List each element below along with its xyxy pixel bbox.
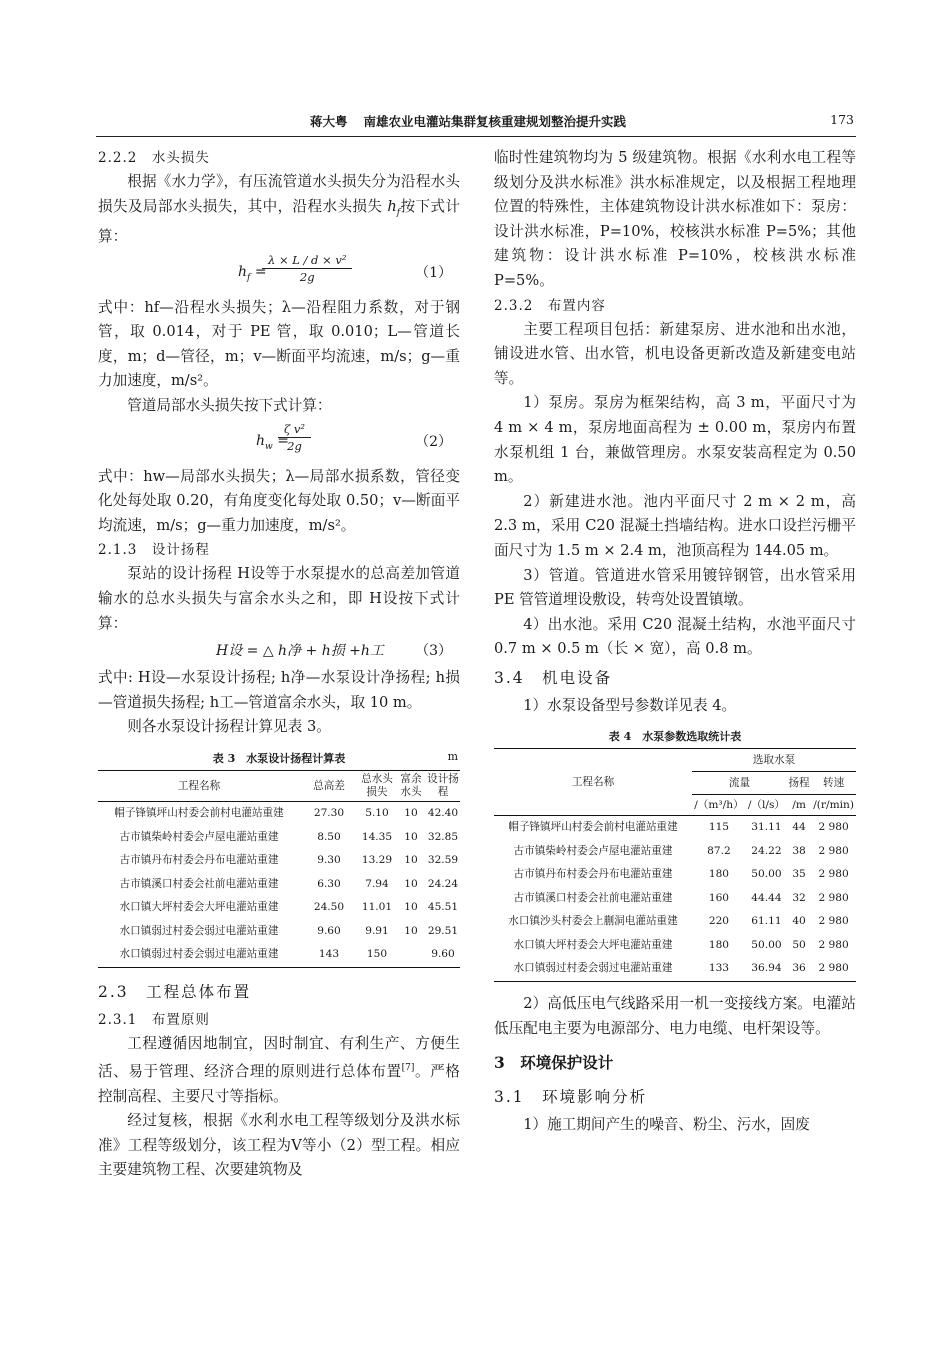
paragraph: 经过复核，根据《水利水电工程等级划分及洪水标准》工程等级划分，该工程为Ⅴ等小（2）型工程。相应主要建筑物工程、次要建筑物及 (98, 1112, 460, 1179)
header-author: 蒋大粤 (310, 114, 348, 129)
table-4-unit: /（m³/h） (692, 795, 746, 816)
section-2-2-2-heading: 2.2.2 水头损失 (98, 150, 210, 166)
table-row: 水口镇弱过村委会弱过电灌站重建 133 36.94 36 2 980 (513, 962, 849, 975)
table-row: 水口镇大坪村委会大坪电灌站重建 24.50 11.01 10 45.51 (119, 901, 459, 913)
section-3-heading: 3 环境保护设计 (494, 1053, 614, 1073)
table-4-header: 扬程 (788, 777, 810, 790)
table-row: 水口镇弱过村委会弱过电灌站重建 9.60 9.91 10 29.51 (119, 924, 459, 937)
eq2-fraction: $\frac{\text{ζ v²}}{2g}$ (278, 421, 311, 454)
paragraph: 临时性建筑物均为 5 级建筑物。根据《水利水电工程等级划分及洪水标准》洪水标准规定，以及根据工程地理位置的特殊性，主体建筑物设计洪水标准如下：泵房：设计洪水标准，P=10%，校核洪水标准 P=5%；其他建筑物：设计洪水标准 P=10%，校核洪水标准 P=5%。 (494, 149, 856, 289)
paragraph: 工程遵循因地制宜，因时制宜、有利生产、方便生活、易于管理、经济合理的原则进行总体布置[7]。严格控制高程、主要尺寸等指标。 (98, 1034, 460, 1105)
table-3 (98, 770, 460, 968)
table-3-caption: 表 3 水泵设计扬程计算表 m (212, 750, 458, 765)
section-2-3-1-heading: 2.3.1 布置原则 (98, 1011, 210, 1028)
page-number: 173 (830, 112, 854, 127)
running-header (310, 112, 642, 130)
equation-2 (98, 419, 460, 465)
paragraph: 则各水泵设计扬程计算见表 3。 (127, 718, 331, 736)
table-row: 水口镇弱过村委会弱过电灌站重建 143 150 9.60 (119, 948, 455, 960)
paragraph: 3）管道。管道进水管采用镀锌钢管，出水管采用 PE 管管道埋设敷设，转弯处设置镇墩。 (494, 566, 856, 609)
paragraph: 1）泵房。泵房为框架结构，高 3 m，平面尺寸为 4 m × 4 m，泵房地面高程为 ± 0.00 m，泵房内布置水泵机组 1 台，兼做管理房。水泵安装高程定为 0.50 m。 (494, 394, 856, 486)
eq1-fraction: $\frac{\text{λ × L / d × v²}}{2g}$ (262, 252, 352, 285)
eq3-number: （3） (415, 643, 452, 660)
equation-1 (98, 250, 460, 296)
section-3-4-heading: 3.4 机电设备 (494, 668, 613, 687)
eq2-number: （2） (415, 433, 452, 450)
paragraph: 式中：hf—沿程水头损失；λ—沿程阻力系数，对于钢管，取 0.014，对于 PE 管，取 0.010；L—管道长度，m；d—管径，m；v—断面平均流速，m/s；g—重力加速度，m/s²。 (98, 298, 460, 390)
section-2-3-heading: 2.3 工程总体布置 (98, 982, 252, 1001)
paragraph: 根据《水力学》，有压流管道水头损失分为沿程水头损失及局部水头损失，其中，沿程水头损失 $h_f$按下式计算： (98, 173, 460, 246)
table-row: 古市镇丹布村委会丹布电灌站重建 180 50.00 35 2 980 (513, 868, 849, 881)
paragraph: 管道局部水头损失按下式计算： (127, 397, 332, 415)
eq2-lhs: $h_w$ = (256, 432, 289, 452)
left-column (98, 146, 460, 1183)
table-3-header: 工程名称 (98, 771, 300, 802)
right-column (494, 146, 856, 1138)
header-title: 南雄农业电灌站集群复核重建规划整治提升实践 (363, 114, 627, 129)
paragraph: 主要工程项目包括：新建泵房、进水池和出水池，铺设进水管、出水管，机电设备更新改造及新建变电站等。 (494, 320, 856, 387)
table-row: 古市镇溪口村委会社前电灌站重建 6.30 7.94 10 24.24 (119, 877, 459, 890)
paragraph: 式中: H设—水泵设计扬程; h净—水泵设计净扬程; h损—管道损失扬程; h工—管道富余水头，取 10 m。 (98, 669, 460, 711)
table-4-unit: /m (787, 795, 811, 816)
table-3-header: 设计扬程 (426, 771, 460, 802)
eq1-lhs: $h_f$ = (238, 263, 267, 283)
table-row: 帽子锋镇坪山村委会前村电灌站重建 115 31.11 44 2 980 (508, 821, 849, 834)
table-row: 古市镇柴岭村委会卢屋电灌站重建 87.2 24.22 38 2 980 (513, 844, 849, 857)
paragraph: 1）施工期间产生的噪音、粉尘、污水，固废 (523, 1116, 810, 1134)
table-3-header: 富余水头 (396, 771, 426, 802)
table-3-header: 总水头损失 (358, 771, 396, 802)
table-row: 古市镇溪口村委会社前电灌站重建 160 44.44 32 2 980 (513, 891, 849, 904)
table-row: 古市镇柴岭村委会卢屋电灌站重建 8.50 14.35 10 32.85 (119, 830, 459, 843)
section-2-1-3-heading: 2.1.3 设计扬程 (98, 542, 210, 559)
table-4-header: 转速 (823, 777, 845, 790)
table-4 (494, 748, 856, 982)
paragraph: 4）出水池。采用 C20 混凝土结构，水池平面尺寸 0.7 m × 0.5 m（长 × 宽），高 0.8 m。 (494, 615, 856, 658)
paragraph: 2）高低压电气线路采用一机一变接线方案。电灌站低压配电主要为电源部分、电力电缆、电杆架设等。 (494, 994, 856, 1037)
table-4-header: 流量 (728, 777, 751, 790)
table-4-unit: /(r/min) (811, 795, 856, 816)
paragraph: 1）水泵设备型号参数详见表 4。 (523, 696, 737, 714)
table-4-unit: /（l/s） (746, 795, 787, 816)
table-3-unit: m (447, 750, 458, 763)
paragraph: 泵站的设计扬程 H设等于水泵提水的总高差加管道输水的总水头损失与富余水头之和，即 H设按下式计算： (98, 565, 460, 632)
eq3-expr: H设 = △ h净 + h损 +h工 (216, 643, 384, 660)
eq1-number: （1） (415, 264, 452, 281)
section-2-3-2-heading: 2.3.2 布置内容 (494, 297, 606, 314)
table-4-caption: 表 4 水泵参数选取统计表 (608, 730, 742, 744)
table-3-header: 总高差 (300, 771, 358, 802)
table-row: 水口镇大坪村委会大坪电灌站重建 180 50.00 50 2 980 (513, 938, 849, 951)
table-row: 古市镇丹布村委会丹布电灌站重建 9.30 13.29 10 32.59 (119, 854, 459, 866)
header-rule (96, 136, 856, 137)
section-3-1-heading: 3.1 环境影响分析 (494, 1088, 648, 1107)
table-row: 水口镇沙头村委会上蒯洞电灌站重建 220 61.11 40 2 980 (508, 915, 849, 928)
table-row: 帽子锋镇坪山村委会前村电灌站重建 27.30 5.10 10 42.40 (114, 807, 459, 819)
paragraph: 2）新建进水池。池内平面尺寸 2 m × 2 m，高 2.3 m，采用 C20 混凝土挡墙结构。进水口设拦污栅平面尺寸为 1.5 m × 2.4 m，池顶高程为 144.05 m。 (494, 492, 856, 559)
paragraph: 式中：hw—局部水头损失；λ—局部水损系数，管径变化处每处取 0.20，有角度变化每处取 0.50；v—断面平均流速，m/s；g—重力加速度，m/s²。 (98, 467, 460, 534)
table-4-group-header: 选取水泵 (692, 749, 856, 772)
citation-ref: [7] (401, 1063, 415, 1074)
table-4-header: 工程名称 (494, 749, 692, 816)
equation-3 (98, 636, 460, 666)
